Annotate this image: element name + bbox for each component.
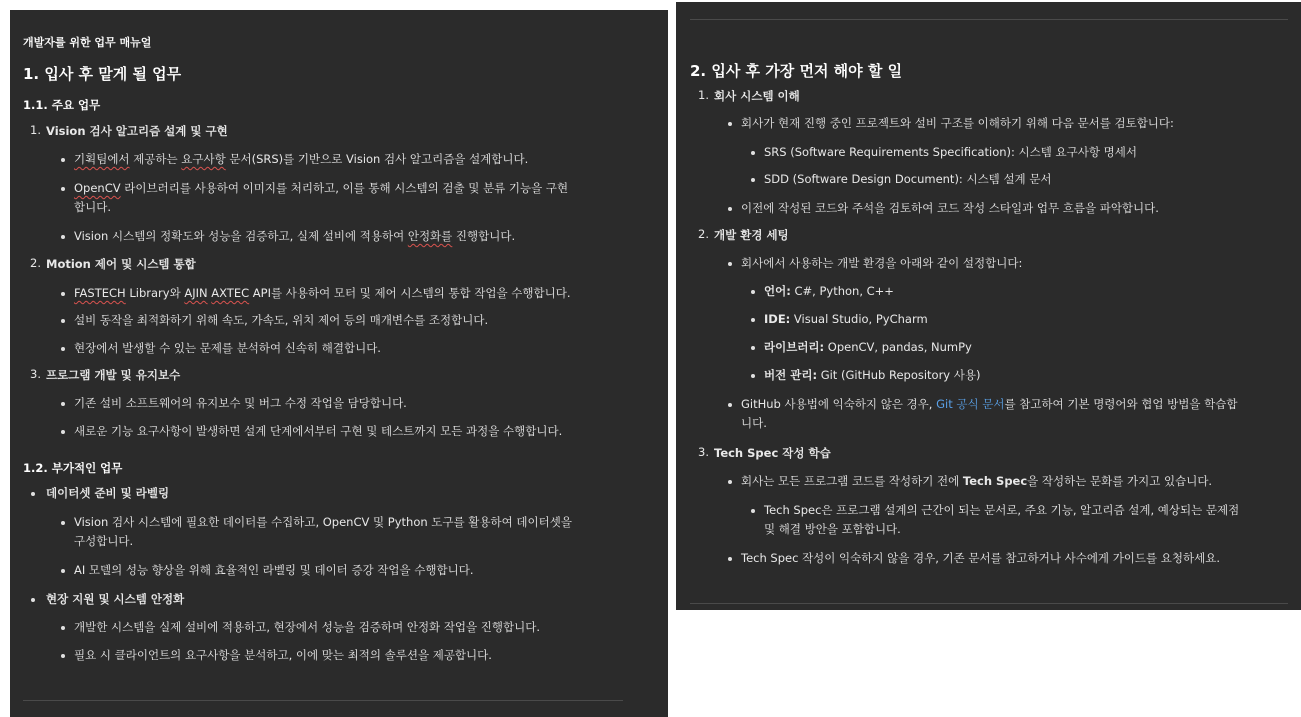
bullet-icon bbox=[751, 509, 755, 513]
subsection-heading-1-2: 1.2. 부가적인 업무 bbox=[23, 461, 123, 475]
list-number: 3. bbox=[30, 367, 41, 381]
bullet-icon bbox=[751, 374, 755, 378]
bullet-icon bbox=[61, 319, 65, 323]
bullet-text: AI 모델의 성능 향상을 위해 효율적인 라벨링 및 데이터 증강 작업을 수행합니다. bbox=[74, 563, 474, 577]
bullet-icon bbox=[61, 626, 65, 630]
bullet-text: 필요 시 클라이언트의 요구사항을 분석하고, 이에 맞는 최적의 솔루션을 제공합니다. bbox=[74, 648, 492, 662]
list-item-title: 프로그램 개발 및 유지보수 bbox=[46, 368, 181, 382]
bullet-text: FASTECH Library와 AJIN AXTEC API를 사용하여 모터 및 제어 시스템의 통합 작업을 수행합니다. bbox=[74, 286, 571, 300]
sub-bullet-text: 라이브러리: OpenCV, pandas, NumPy bbox=[764, 340, 972, 354]
git-docs-link[interactable]: Git 공식 문서 bbox=[936, 397, 1005, 411]
bullet-icon bbox=[61, 292, 65, 296]
bullet-icon bbox=[751, 151, 755, 155]
horizontal-divider bbox=[690, 603, 1288, 604]
bullet-icon bbox=[61, 569, 65, 573]
bullet-text: 기획팀에서 제공하는 요구사항 문서(SRS)를 기반으로 Vision 검사 알고리즘을 설계합니다. bbox=[74, 152, 529, 166]
bullet-icon bbox=[61, 402, 65, 406]
list-item-title: 개발 환경 세팅 bbox=[714, 228, 789, 242]
bullet-icon bbox=[61, 521, 65, 525]
sub-bullet-text-continued: 및 해결 방안을 포함합니다. bbox=[764, 522, 901, 536]
bullet-text: Vision 검사 시스템에 필요한 데이터를 수집하고, OpenCV 및 Python 도구를 활용하여 데이터셋을 bbox=[74, 515, 572, 529]
bullet-text: Tech Spec 작성이 익숙하지 않을 경우, 기존 문서를 참고하거나 사수에게 가이드를 요청하세요. bbox=[741, 551, 1220, 565]
list-item-title: 데이터셋 준비 및 라벨링 bbox=[46, 486, 170, 500]
sub-bullet-text: SDD (Software Design Document): 시스템 설계 문서 bbox=[764, 172, 1052, 186]
bullet-text: 개발한 시스템을 실제 설비에 적용하고, 현장에서 성능을 검증하며 안정화 작업을 진행합니다. bbox=[74, 620, 541, 634]
document-title: 개발자를 위한 업무 매뉴얼 bbox=[23, 36, 152, 49]
sub-bullet-text: SRS (Software Requirements Specification): 시스템 요구사항 명세서 bbox=[764, 145, 1137, 159]
horizontal-divider bbox=[690, 19, 1288, 20]
bullet-text: 회사가 현재 진행 중인 프로젝트와 설비 구조를 이해하기 위해 다음 문서를 검토합니다: bbox=[741, 116, 1174, 130]
bullet-text: 이전에 작성된 코드와 주석을 검토하여 코드 작성 스타일과 업무 흐름을 파악합니다. bbox=[741, 201, 1159, 215]
bullet-text: GitHub 사용법에 익숙하지 않은 경우, Git 공식 문서를 참고하여 기본 명령어와 협업 방법을 학습합 bbox=[741, 397, 1238, 411]
bullet-icon bbox=[31, 492, 35, 496]
bullet-icon bbox=[31, 598, 35, 602]
bullet-text-continued: 구성합니다. bbox=[74, 534, 134, 548]
list-number: 2. bbox=[30, 256, 41, 270]
bullet-icon bbox=[61, 347, 65, 351]
bullet-text: 새로운 기능 요구사항이 발생하면 설계 단계에서부터 구현 및 테스트까지 모든 과정을 수행합니다. bbox=[74, 424, 563, 438]
bullet-icon bbox=[728, 262, 732, 266]
right-document-panel bbox=[676, 2, 1301, 610]
list-number: 3. bbox=[698, 445, 709, 459]
bullet-icon bbox=[61, 187, 65, 191]
bullet-icon bbox=[61, 430, 65, 434]
bullet-icon bbox=[728, 207, 732, 211]
bullet-icon bbox=[61, 158, 65, 162]
left-document-panel bbox=[10, 10, 668, 717]
list-number: 1. bbox=[698, 88, 709, 102]
bullet-text: 기존 설비 소프트웨어의 유지보수 및 버그 수정 작업을 담당합니다. bbox=[74, 396, 407, 410]
list-number: 2. bbox=[698, 227, 709, 241]
bullet-icon bbox=[751, 290, 755, 294]
horizontal-divider bbox=[23, 700, 623, 701]
sub-bullet-text: 언어: C#, Python, C++ bbox=[764, 284, 894, 298]
sub-bullet-text: IDE: Visual Studio, PyCharm bbox=[764, 312, 928, 326]
bullet-text: 현장에서 발생할 수 있는 문제를 분석하여 신속히 해결합니다. bbox=[74, 341, 381, 355]
bullet-text: 설비 동작을 최적화하기 위해 속도, 가속도, 위치 제어 등의 매개변수를 조정합니다. bbox=[74, 313, 489, 327]
bullet-icon bbox=[61, 235, 65, 239]
bullet-icon bbox=[728, 557, 732, 561]
sub-bullet-text: Tech Spec은 프로그램 설계의 근간이 되는 문서로, 주요 기능, 알고리즘 설계, 예상되는 문제점 bbox=[764, 503, 1240, 517]
list-item-title: 회사 시스템 이해 bbox=[714, 89, 800, 103]
bullet-icon bbox=[751, 178, 755, 182]
bullet-text: Vision 시스템의 정확도와 성능을 검증하고, 실제 설비에 적용하여 안정화를 진행합니다. bbox=[74, 229, 516, 243]
bullet-text-continued: 니다. bbox=[741, 416, 767, 430]
bullet-text-continued: 합니다. bbox=[74, 200, 111, 214]
list-item-title: Vision 검사 알고리즘 설계 및 구현 bbox=[46, 124, 228, 138]
bullet-text: 회사에서 사용하는 개발 환경을 아래와 같이 설정합니다: bbox=[741, 256, 1023, 270]
section-heading-1: 1. 입사 후 맡게 될 업무 bbox=[23, 65, 182, 83]
list-item-title: Motion 제어 및 시스템 통합 bbox=[46, 257, 196, 271]
bullet-icon bbox=[751, 346, 755, 350]
bullet-icon bbox=[61, 654, 65, 658]
list-item-title: Tech Spec 작성 학습 bbox=[714, 446, 831, 460]
bullet-icon bbox=[728, 480, 732, 484]
list-number: 1. bbox=[30, 123, 41, 137]
bullet-text: 회사는 모든 프로그램 코드를 작성하기 전에 Tech Spec을 작성하는 문화를 가지고 있습니다. bbox=[741, 474, 1213, 488]
subsection-heading-1-1: 1.1. 주요 업무 bbox=[23, 98, 101, 112]
list-item-title: 현장 지원 및 시스템 안정화 bbox=[46, 592, 185, 606]
bullet-icon bbox=[728, 122, 732, 126]
bullet-icon bbox=[728, 403, 732, 407]
section-heading-2: 2. 입사 후 가장 먼저 해야 할 일 bbox=[690, 62, 903, 80]
sub-bullet-text: 버전 관리: Git (GitHub Repository 사용) bbox=[764, 368, 981, 382]
bullet-icon bbox=[751, 318, 755, 322]
bullet-text: OpenCV 라이브러리를 사용하여 이미지를 처리하고, 이를 통해 시스템의 검출 및 분류 기능을 구현 bbox=[74, 181, 569, 195]
